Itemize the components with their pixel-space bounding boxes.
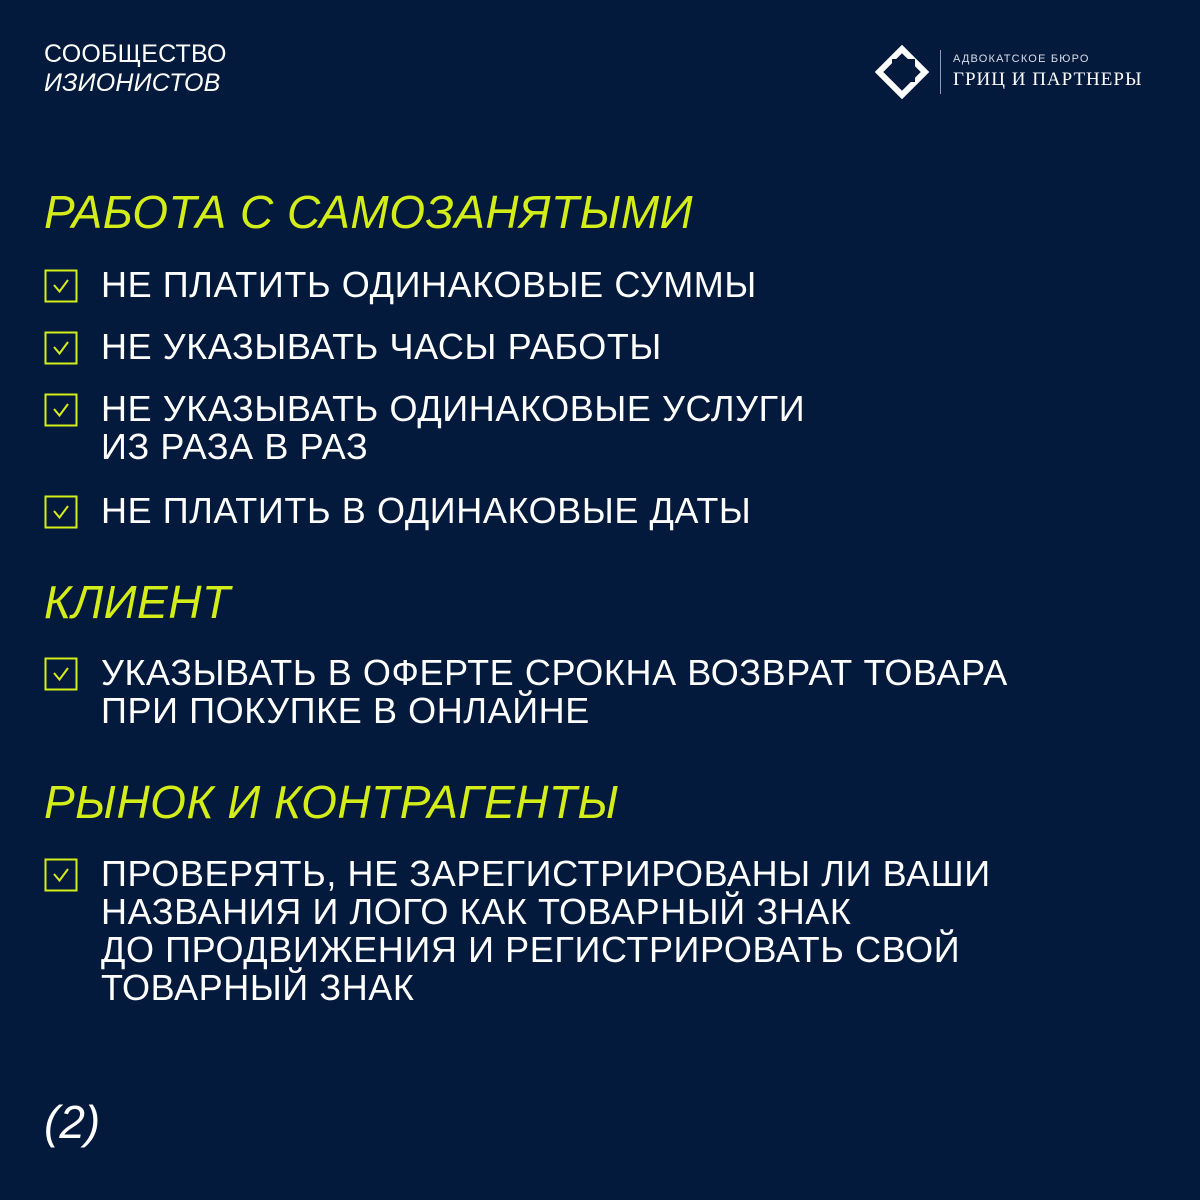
checkbox-checked-icon bbox=[44, 331, 78, 365]
section-title-market: РЫНОК И КОНТРАГЕНТЫ bbox=[44, 776, 619, 828]
brand-text bbox=[953, 52, 1143, 92]
diamond-logo-icon bbox=[874, 44, 930, 100]
list-item bbox=[44, 328, 1164, 366]
brand-block bbox=[874, 44, 1143, 100]
section-title-self-employed: РАБОТА С САМОЗАНЯТЫМИ bbox=[44, 186, 694, 238]
list-item bbox=[44, 390, 1164, 466]
checkbox-checked-icon bbox=[44, 657, 78, 691]
section-title-client: КЛИЕНТ bbox=[44, 576, 231, 628]
list-item-text: НЕ УКАЗЫВАТЬ ОДИНАКОВЫЕ УСЛУГИ ИЗ РАЗА В РАЗ bbox=[101, 388, 806, 467]
checkbox-checked-icon bbox=[44, 393, 78, 427]
page-number: (2) bbox=[44, 1096, 101, 1148]
brand-divider bbox=[940, 50, 941, 94]
community-title-line1: СООБЩЕСТВО bbox=[44, 40, 227, 68]
community-title bbox=[44, 40, 227, 98]
list-item bbox=[44, 492, 1164, 530]
checkbox-checked-icon bbox=[44, 269, 78, 303]
checkbox-checked-icon bbox=[44, 495, 78, 529]
list-item bbox=[44, 654, 1164, 730]
list-item-text: УКАЗЫВАТЬ В ОФЕРТЕ СРОКНА ВОЗВРАТ ТОВАРА ПРИ ПОКУПКЕ В ОНЛАЙНЕ bbox=[101, 652, 1008, 731]
list-item-text: НЕ ПЛАТИТЬ ОДИНАКОВЫЕ СУММЫ bbox=[101, 264, 757, 305]
list-item-text: ПРОВЕРЯТЬ, НЕ ЗАРЕГИСТРИРОВАНЫ ЛИ ВАШИ НАЗВАНИЯ И ЛОГО КАК ТОВАРНЫЙ ЗНАК ДО ПРОДВИЖЕНИЯ И РЕГИСТРИРОВАТЬ СВОЙ ТОВАРНЫЙ ЗНАК bbox=[101, 853, 991, 1008]
list-item-text: НЕ ПЛАТИТЬ В ОДИНАКОВЫЕ ДАТЫ bbox=[101, 490, 752, 531]
brand-caption: АДВОКАТСКОЕ БЮРО bbox=[953, 53, 1090, 65]
list-item bbox=[44, 266, 1164, 304]
brand-name: ГРИЦ И ПАРТНЕРЫ bbox=[953, 69, 1143, 90]
list-item bbox=[44, 855, 1164, 1007]
list-item-text: НЕ УКАЗЫВАТЬ ЧАСЫ РАБОТЫ bbox=[101, 326, 662, 367]
community-title-line2: ИЗИОНИСТОВ bbox=[44, 69, 221, 97]
checkbox-checked-icon bbox=[44, 858, 78, 892]
